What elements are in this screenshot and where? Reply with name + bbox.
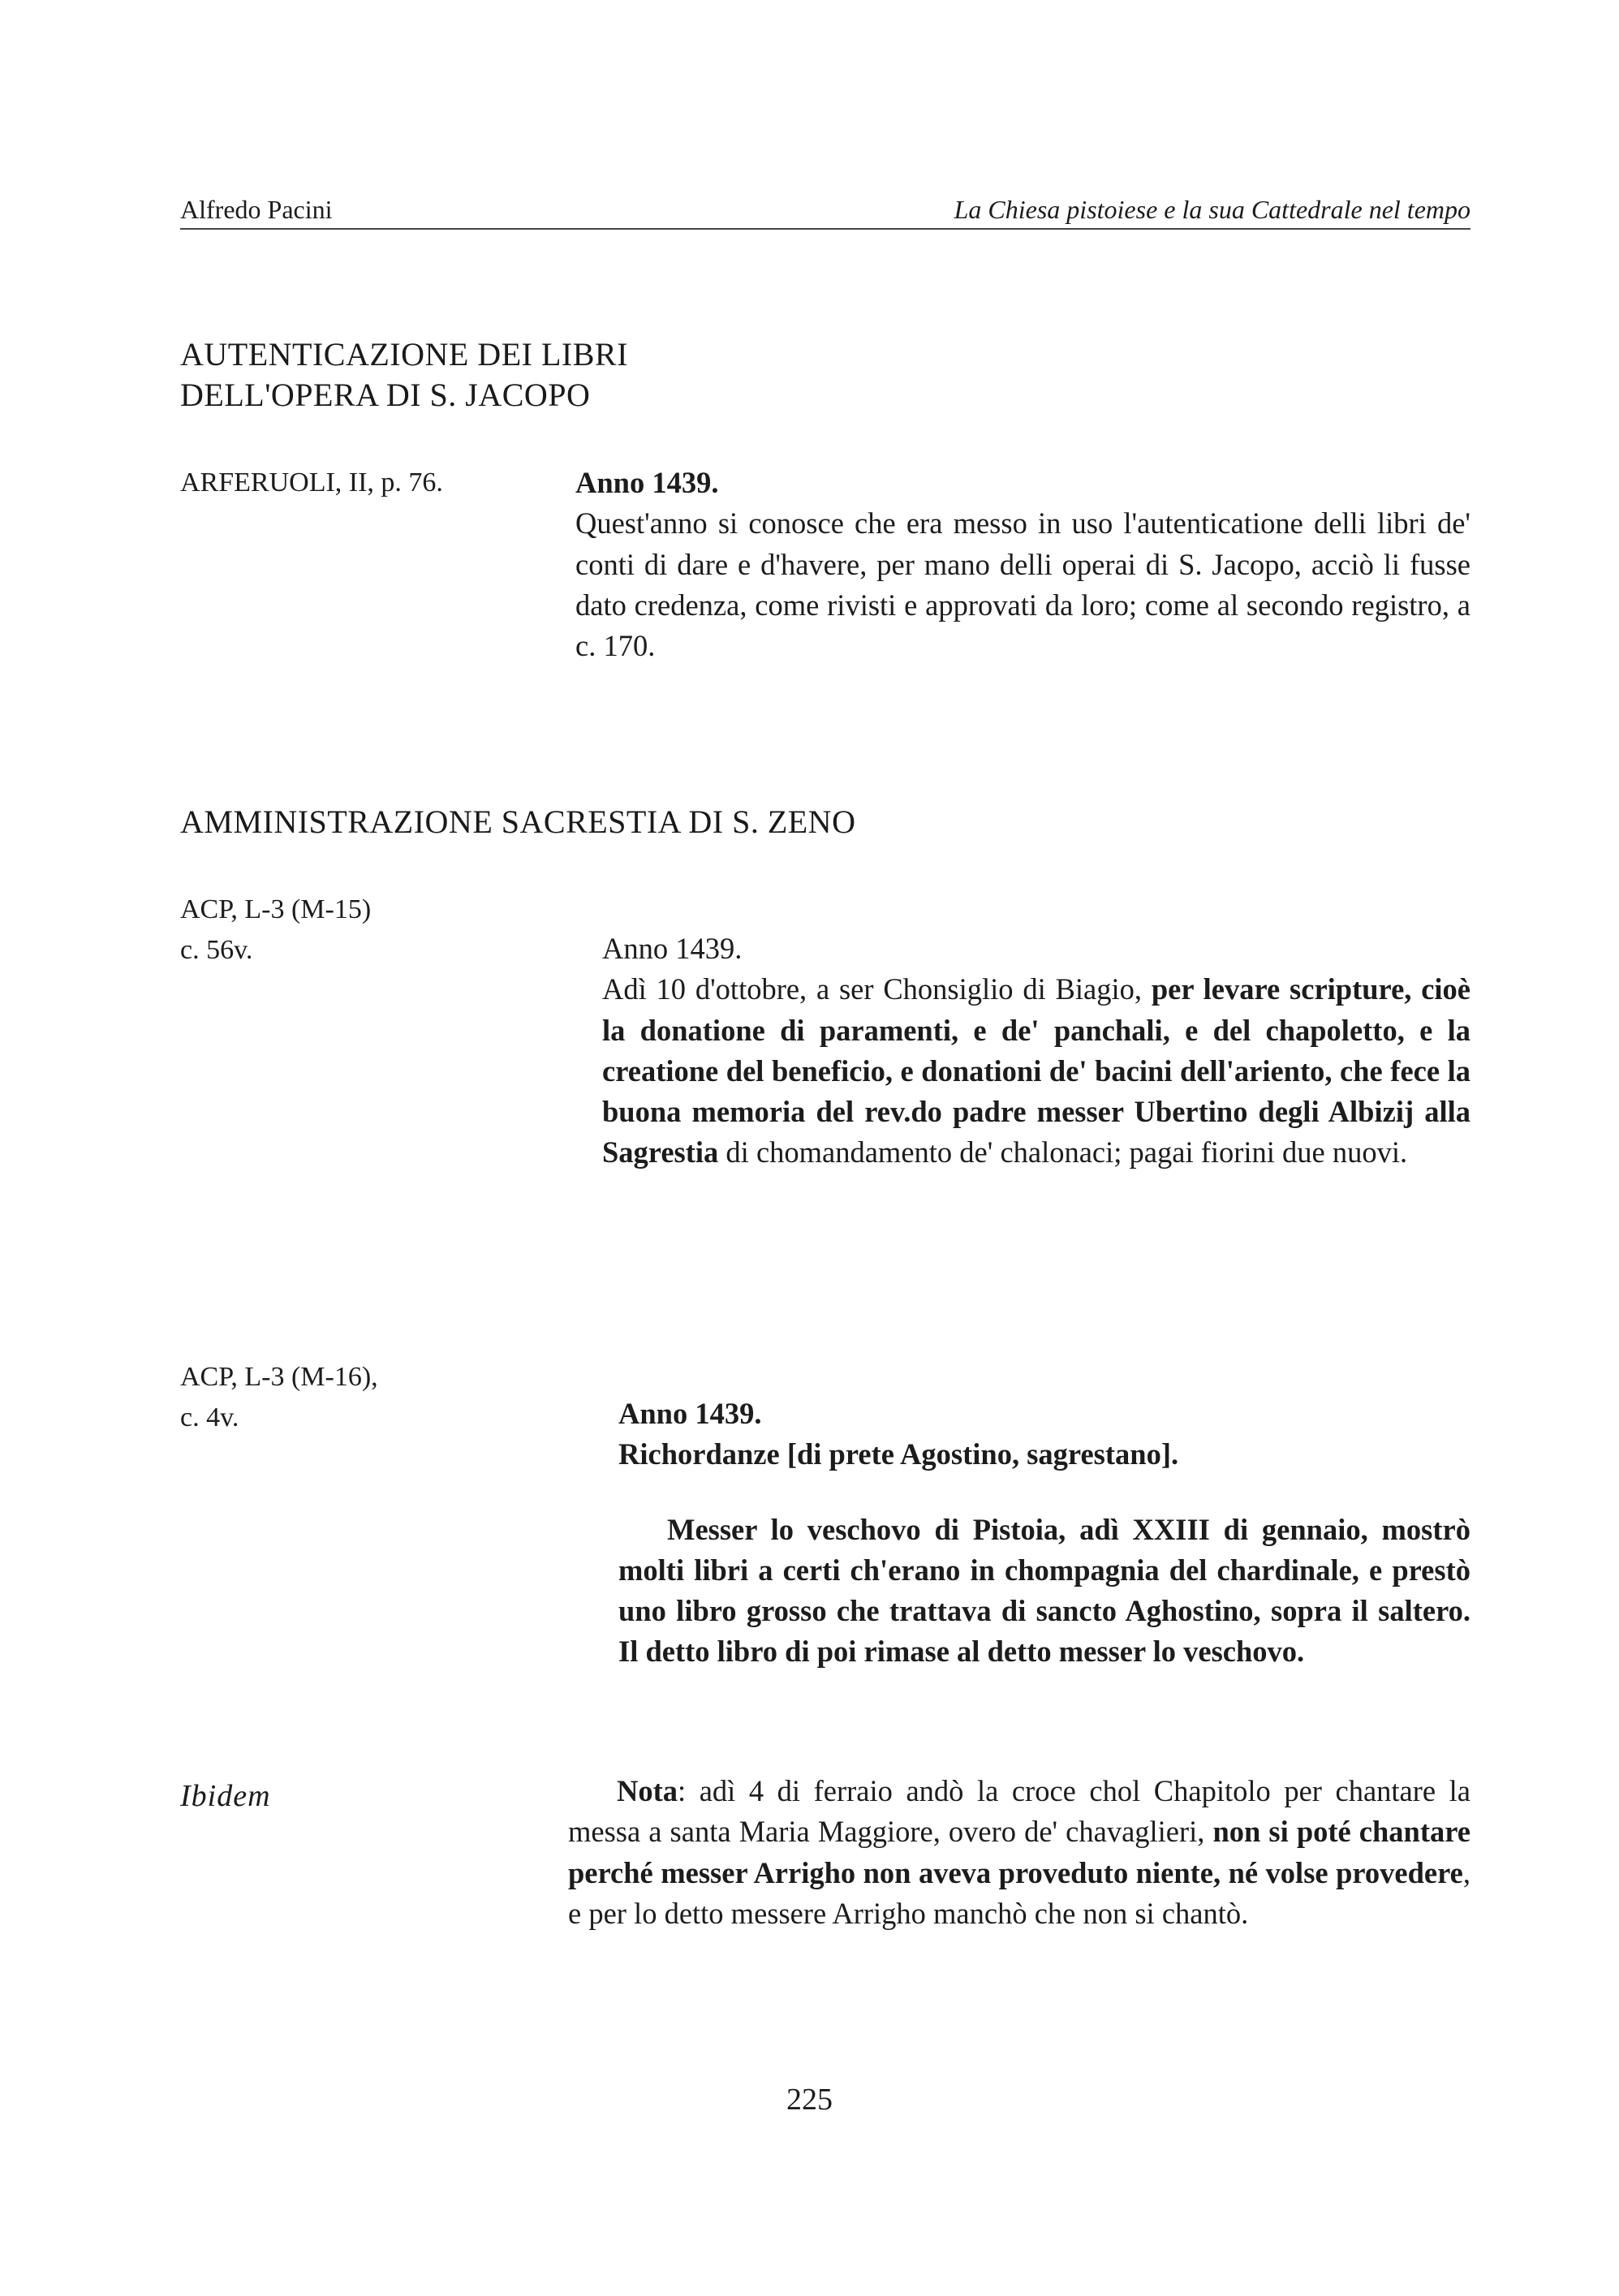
source-line: c. 4v.	[180, 1402, 239, 1432]
source-line: ACP, L-3 (M-16),	[180, 1362, 378, 1392]
section-heading-line: AUTENTICAZIONE DEI LIBRI	[180, 336, 628, 373]
entry-text-bold: per levare scripture, cioè la donatione di paramenti, e de' panchali, e del chapoletto, e la creatione del beneficio, e donationi de' bacini dell'ariento, che fece la buona memoria del rev.do padre messer Ubertino degli Albizij alla Sagrestia	[602, 972, 1470, 1170]
source-reference	[180, 1357, 378, 1438]
source-line: c. 56v.	[180, 935, 253, 965]
section-heading-line: DELL'OPERA DI S. JACOPO	[180, 377, 591, 413]
source-reference: Ibidem	[180, 1779, 271, 1813]
entry-text-part: : adì 4 di ferraio andò la croce chol Chapitolo per chantare la messa a santa Maria Maggiore, overo de' chavaglieri,	[568, 1774, 1470, 1849]
entry-subtitle: Richordanze [di prete Agostino, sagrestano].	[618, 1437, 1179, 1471]
spacer	[618, 1475, 1470, 1510]
entry-autenticazione	[575, 463, 1470, 666]
source-reference	[180, 890, 371, 971]
entry-text	[568, 1771, 1470, 1934]
entry-year: Anno 1439.	[602, 932, 743, 965]
entry-nota	[568, 1771, 1470, 1934]
section-heading-amministrazione: AMMINISTRAZIONE SACRESTIA DI S. ZENO	[180, 803, 856, 840]
entry-richordanze	[618, 1394, 1470, 1673]
header-book-title: La Chiesa pistoiese e la sua Cattedrale nel tempo	[954, 195, 1470, 224]
header-author: Alfredo Pacini	[180, 195, 333, 224]
entry-year: Anno 1439.	[575, 466, 719, 499]
nota-label: Nota	[617, 1774, 678, 1807]
page-number: 225	[786, 2083, 833, 2117]
entry-text: Quest'anno si conosce che era messo in uso l'autenticatione delli libri de' conti di dare e d'havere, per mano delli operai di S. Jacopo, acciò li fusse dato credenza, come rivisti e approvati da loro; come al secondo registro, a c. 170.	[575, 506, 1470, 663]
entry-text-part: , e per lo detto messere Arrigho manchò che non si chantò.	[568, 1855, 1470, 1930]
entry-chonsiglio	[602, 928, 1470, 1174]
running-head	[180, 191, 1470, 230]
entry-text-part: Adì 10 d'ottobre, a ser Chonsiglio di Biagio,	[602, 972, 1152, 1006]
entry-text	[602, 969, 1470, 1173]
source-line: ACP, L-3 (M-15)	[180, 894, 372, 924]
entry-text: Messer lo veschovo di Pistoia, adì XXIII di gennaio, mostrò molti libri a certi ch'erano in chompagnia del chardinale, e prestò uno libro grosso che trattava di sancto Aghostino, sopra il saltero. Il detto libro di poi rimase al detto messer lo veschovo.	[618, 1512, 1470, 1669]
entry-text-bold: non si poté chantare perché messer Arrigho non aveva proveduto niente, né volse provedere	[568, 1815, 1470, 1889]
section-heading-autenticazione	[180, 334, 628, 416]
source-reference: ARFERUOLI, II, p. 76.	[180, 467, 443, 498]
entry-text-part: di chomandamento de' chalonaci; pagai fiorini due nuovi.	[718, 1135, 1408, 1170]
entry-year: Anno 1439.	[618, 1397, 762, 1430]
